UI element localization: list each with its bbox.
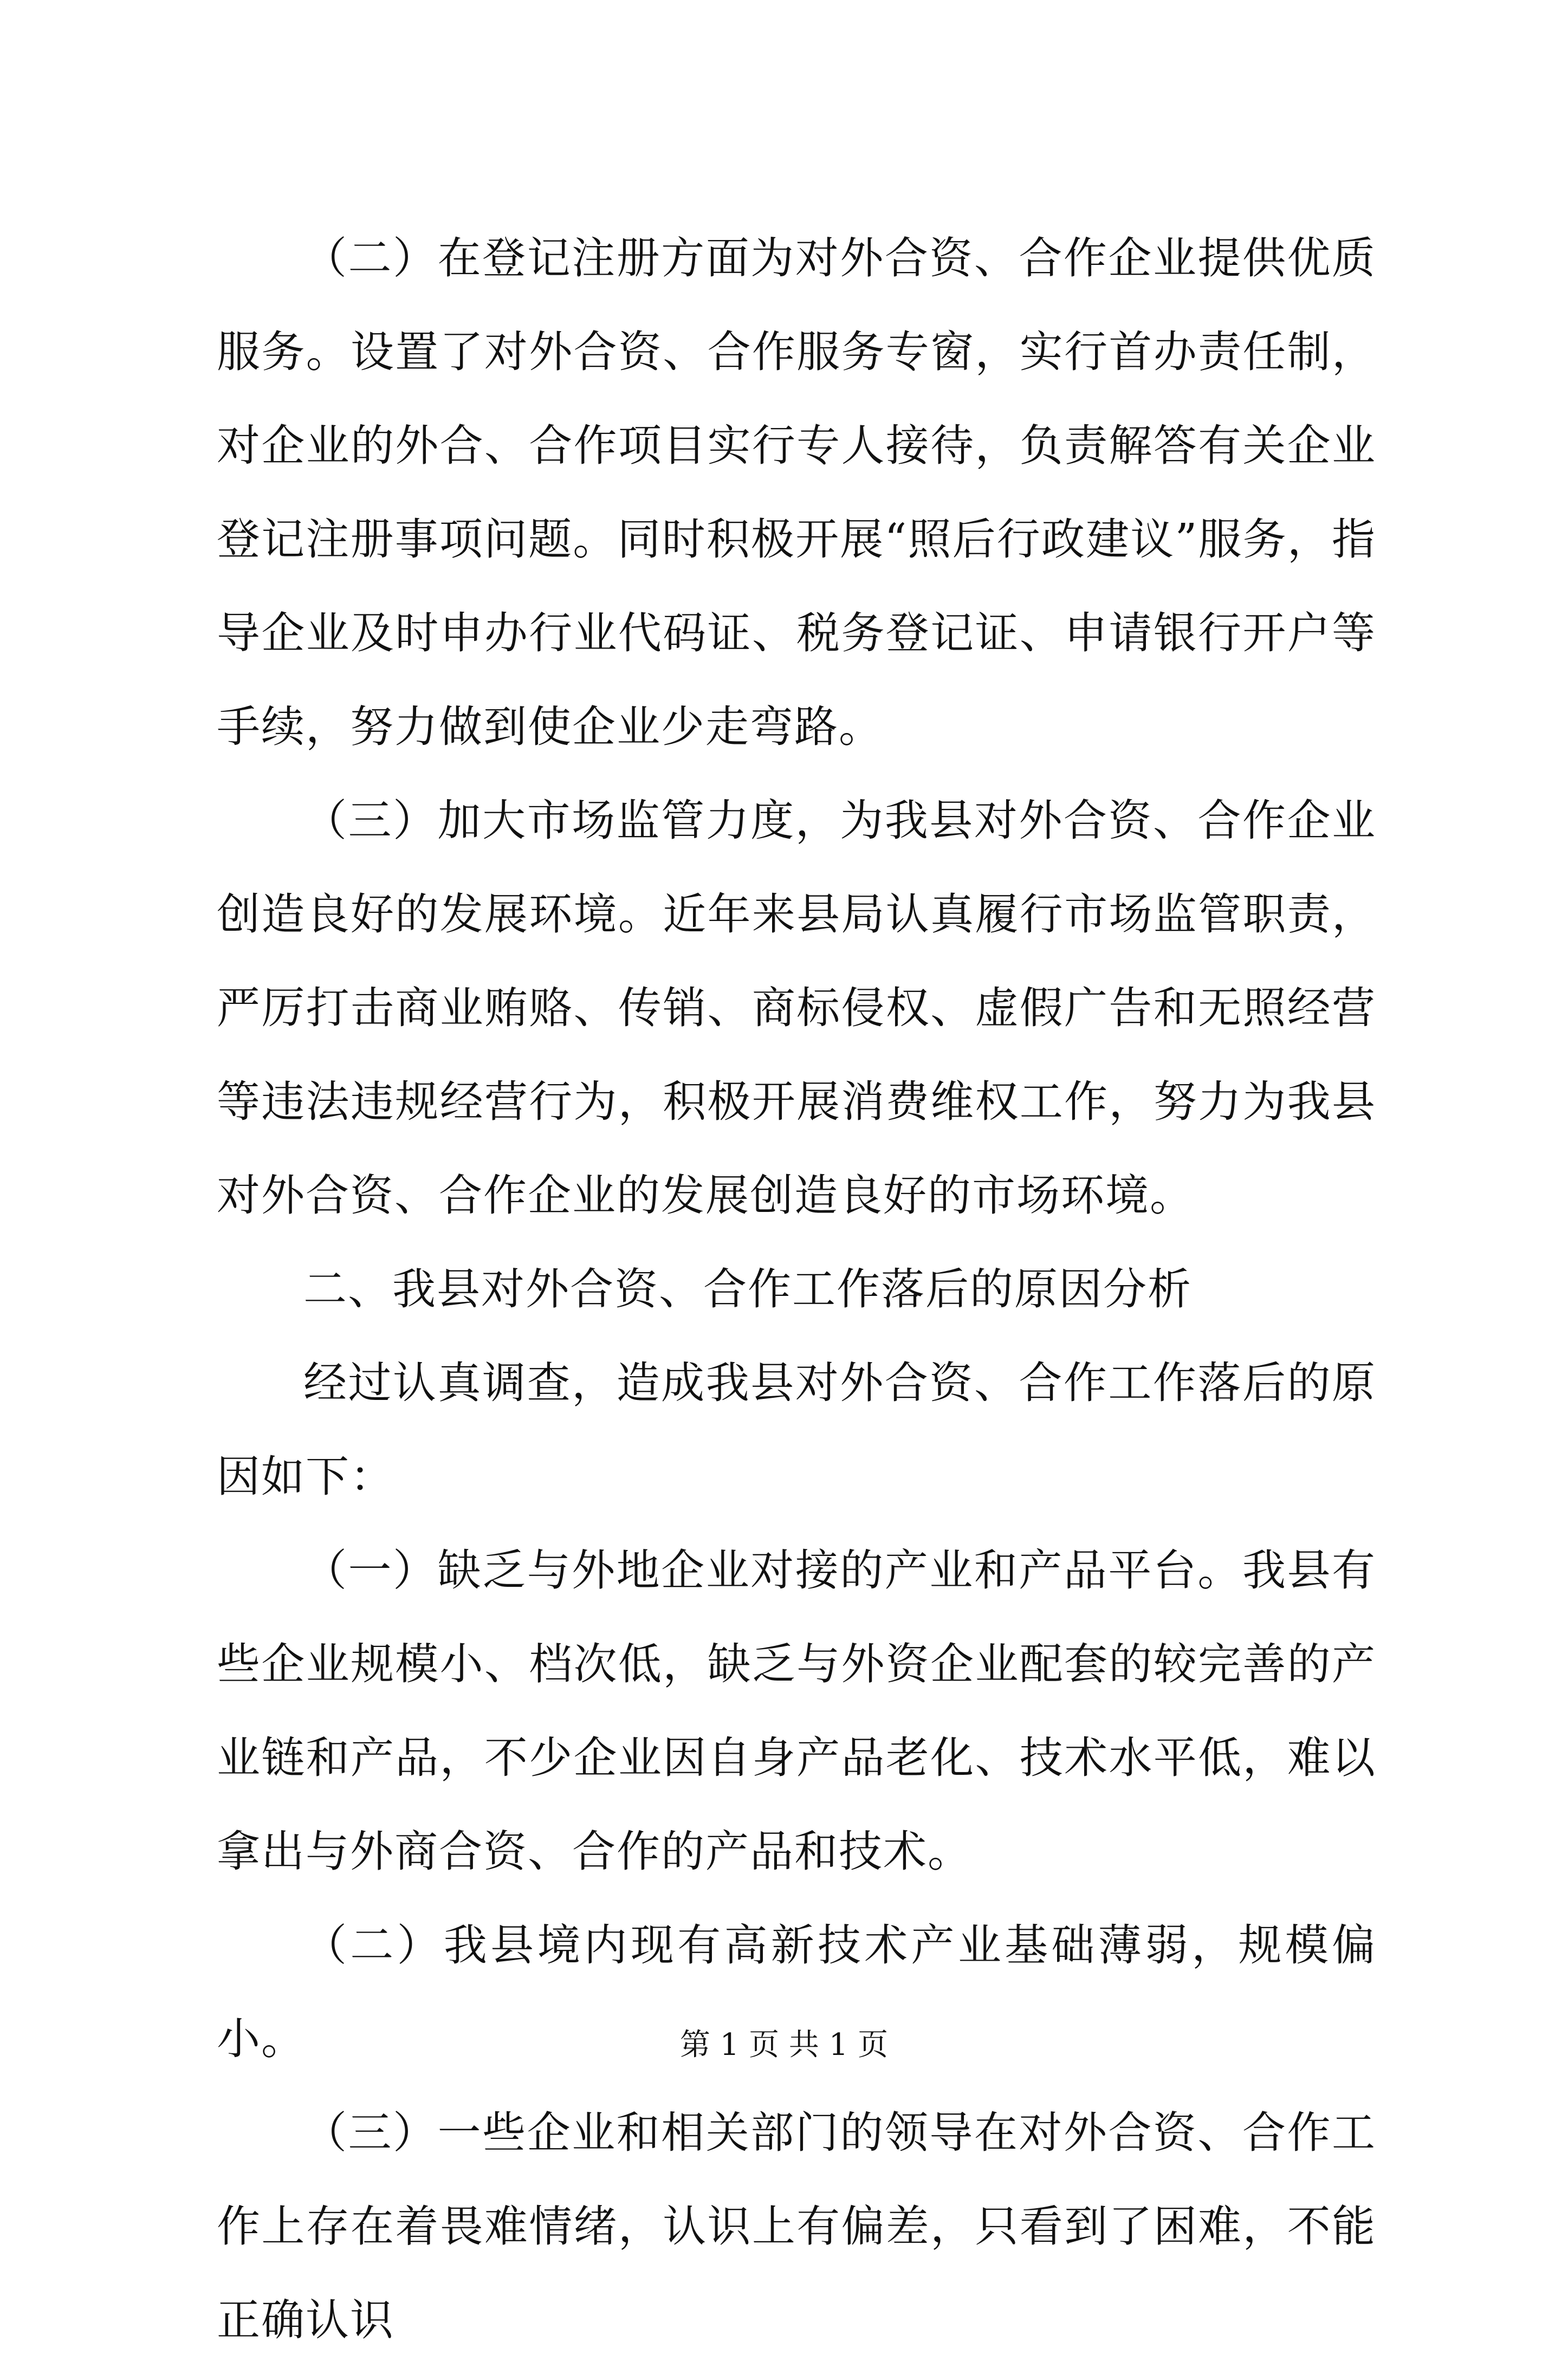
paragraph-cause-hightech: （二）我县境内现有高新技术产业基础薄弱，规模偏小。 [217, 1920, 1376, 2064]
paragraph-cause-leadership: （三）一些企业和相关部门的领导在对外合资、合作工作上存在着畏难情绪，认识上有偏差，只看到了困难，不能正确认识 [217, 2107, 1376, 2345]
paragraph-registration-service: （二）在登记注册方面为对外合资、合作企业提供优质服务。设置了对外合资、合作服务专窗，实行首办责任制，对企业的外合、合作项目实行专人接待，负责解答有关企业登记注册事项问题。同时积极开展“照后行政建议”服务，指导企业及时申办行业代码证、税务登记证、申请银行开户等手续，努力做到使企业少走弯路。 [217, 233, 1376, 752]
page-footer: 第 1 页 共 1 页 [679, 2027, 889, 2063]
section-heading-cause-analysis: 二、我县对外合资、合作工作落后的原因分析 [303, 1264, 1192, 1314]
paragraph-investigation-intro: 经过认真调查，造成我县对外合资、合作工作落后的原因如下： [217, 1358, 1376, 1502]
paragraph-market-supervision: （三）加大市场监管力度，为我县对外合资、合作企业创造良好的发展环境。近年来县局认真履行市场监管职责，严厉打击商业贿赂、传销、商标侵权、虚假广告和无照经营等违法违规经营行为，积极开展消费维权工作，努力为我县对外合资、合作企业的发展创造良好的市场环境。 [217, 795, 1376, 1221]
paragraph-cause-platform: （一）缺乏与外地企业对接的产业和产品平台。我县有些企业规模小、档次低，缺乏与外资企业配套的较完善的产业链和产品，不少企业因自身产品老化、技术水平低，难以拿出与外商合资、合作的产品和技术。 [217, 1545, 1376, 1877]
